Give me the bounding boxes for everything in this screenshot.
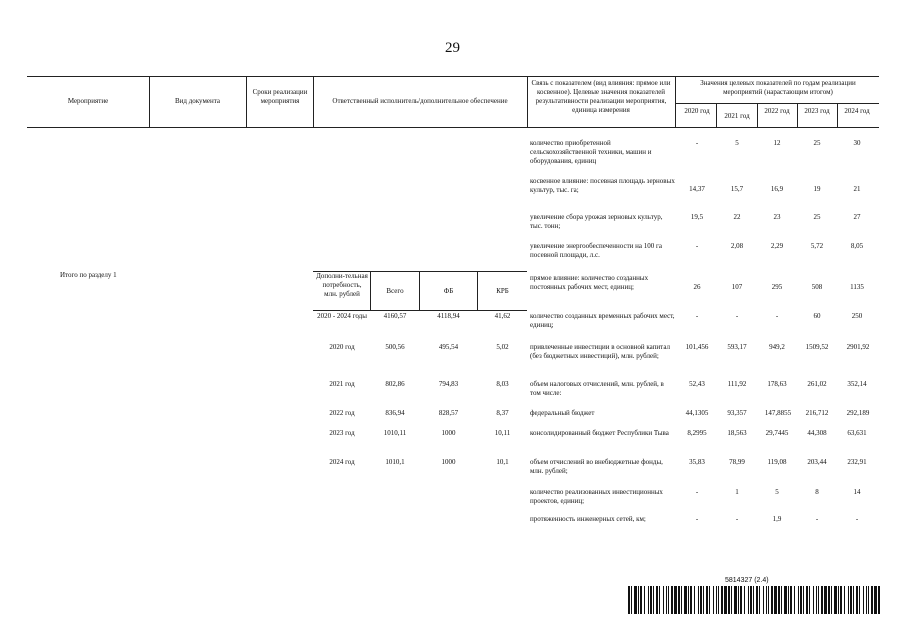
- indicator-value: -: [735, 515, 739, 523]
- header-col-divider: [797, 103, 798, 127]
- indicator-value: 60: [813, 312, 821, 320]
- indicator-value: 1: [735, 488, 739, 496]
- header-col-divider: [675, 76, 676, 127]
- header-col-divider: [757, 103, 758, 127]
- indicator-value: 8,2995: [687, 429, 707, 437]
- indicator-value: 119,08: [767, 458, 787, 466]
- indicator-value: 1135: [850, 283, 864, 291]
- indicator-value: 14,37: [689, 185, 705, 193]
- fin-krb: 5,02: [496, 343, 509, 351]
- header-year-2020: 2020 год: [684, 107, 710, 115]
- fin-total: 1010,11: [383, 429, 407, 437]
- indicator-value: 1509,52: [805, 343, 829, 351]
- indicator-text: количество реализованных инвестиционных проектов, единиц;: [530, 488, 663, 505]
- header-year-2022: 2022 год: [764, 107, 790, 115]
- indicator-value: -: [695, 515, 699, 523]
- indicator-value: 250: [851, 312, 863, 320]
- indicator-text: косвенное влияние: посевная площадь зерновых культур, тыс. га;: [530, 177, 675, 194]
- indicator-value: 2901,92: [846, 343, 870, 351]
- indicator-text: консолидированный бюджет Республики Тыва: [530, 429, 669, 437]
- fin-total: 1010,1: [385, 458, 405, 466]
- fin-total: 500,56: [385, 343, 405, 351]
- header-year-2021: 2021 год: [724, 112, 750, 120]
- indicator-value: 2,29: [770, 242, 784, 250]
- indicator-value: 30: [853, 139, 861, 147]
- indicator-text: увеличение энергообеспеченности на 100 га посевной площади, л.с.: [530, 242, 662, 259]
- indicator-value: 29,7445: [765, 429, 789, 437]
- fin-fb: 828,57: [438, 409, 459, 417]
- indicator-value: 111,92: [727, 380, 747, 388]
- indicator-value: 26: [693, 283, 701, 291]
- indicator-value: 18,563: [727, 429, 747, 437]
- barcode-icon: [628, 586, 881, 614]
- indicator-text: количество приобретенной сельскохозяйственной техники, машин и оборудования, единиц: [530, 139, 652, 165]
- header-col-divider: [837, 103, 838, 127]
- header-col-divider: [527, 76, 528, 127]
- indicator-value: 5: [775, 488, 779, 496]
- fin-total: 4160,57: [383, 312, 407, 320]
- header-bottom-border: [27, 127, 879, 128]
- fin-fb: 794,83: [438, 380, 459, 388]
- indicator-text: объем отчислений во внебюджетные фонды, млн. рублей;: [530, 458, 663, 475]
- indicator-value: -: [695, 242, 699, 250]
- indicator-value: 949,2: [769, 343, 785, 351]
- fin-krb: 8,03: [496, 380, 509, 388]
- indicator-value: 93,357: [727, 409, 747, 417]
- indicator-value: -: [735, 312, 739, 320]
- indicator-text: увеличение сбора урожая зерновых культур, тыс. тонн;: [530, 213, 663, 230]
- fin-header-need: Дополни-тельная потребность, млн. рублей: [316, 272, 368, 298]
- indicator-text: прямое влияние: количество созданных постоянных рабочих мест, единиц;: [530, 274, 649, 291]
- indicator-value: 44,1305: [685, 409, 709, 417]
- header-year-2023: 2023 год: [804, 107, 830, 115]
- indicator-value: 63,631: [847, 429, 867, 437]
- section-total-label: Итого по разделу 1: [60, 271, 117, 279]
- indicator-value: 101,456: [685, 343, 709, 351]
- fin-period: 2020 год: [329, 343, 355, 351]
- indicator-value: 19,5: [690, 213, 704, 221]
- header-responsible: Ответственный исполнитель/дополнительное обеспечение: [332, 97, 508, 105]
- indicator-value: 5: [735, 139, 739, 147]
- fin-period: 2023 год: [329, 429, 355, 437]
- indicator-value: 19: [813, 185, 821, 193]
- indicator-value: 295: [771, 283, 783, 291]
- fin-period: 2020 - 2024 годы: [317, 312, 367, 320]
- indicator-value: 27: [853, 213, 861, 221]
- indicator-value: 21: [853, 185, 861, 193]
- indicator-value: -: [855, 515, 859, 523]
- indicator-value: -: [695, 488, 699, 496]
- fin-header-krb: КРБ: [496, 287, 509, 295]
- indicator-value: -: [695, 139, 699, 147]
- fin-total: 836,94: [385, 409, 405, 417]
- fin-krb: 10,1: [496, 458, 509, 466]
- fin-krb: 41,62: [494, 312, 511, 320]
- indicator-value: 232,91: [847, 458, 867, 466]
- indicator-value: 35,83: [689, 458, 705, 466]
- header-doc-type: Вид документа: [174, 97, 221, 105]
- header-target-values: Значения целевых показателей по годам реализации мероприятий (нарастающим итогом): [700, 79, 856, 96]
- indicator-value: 14: [853, 488, 861, 496]
- indicator-value: 508: [811, 283, 823, 291]
- page-number: 29: [445, 40, 460, 56]
- fin-header-total: Всего: [386, 287, 404, 295]
- header-year-2024: 2024 год: [844, 107, 870, 115]
- fin-period: 2024 год: [329, 458, 355, 466]
- indicator-value: 23: [773, 213, 781, 221]
- fin-fb: 1000: [441, 429, 456, 437]
- fin-header-fb: ФБ: [443, 287, 454, 295]
- indicator-value: 178,63: [767, 380, 787, 388]
- fin-period: 2021 год: [329, 380, 355, 388]
- fin-krb: 8,37: [496, 409, 509, 417]
- indicator-value: 216,712: [805, 409, 829, 417]
- indicator-value: 25: [813, 139, 821, 147]
- indicator-value: -: [775, 312, 779, 320]
- indicator-value: 12: [773, 139, 781, 147]
- indicator-value: 2,08: [730, 242, 744, 250]
- fin-krb: 10,11: [494, 429, 511, 437]
- indicator-value: -: [815, 515, 819, 523]
- barcode-number: 5814327 (2.4): [725, 577, 769, 584]
- indicator-value: 593,17: [727, 343, 747, 351]
- indicator-value: 1,9: [772, 515, 782, 523]
- indicator-text: федеральный бюджет: [530, 409, 595, 417]
- indicator-value: 261,02: [807, 380, 827, 388]
- indicator-value: 147,8855: [764, 409, 792, 417]
- indicator-text: протяженность инженерных сетей, км;: [530, 515, 646, 523]
- indicator-value: 25: [813, 213, 821, 221]
- fin-total: 802,86: [385, 380, 405, 388]
- fin-fb: 495,54: [438, 343, 459, 351]
- indicator-value: 107: [731, 283, 743, 291]
- indicator-value: 52,43: [689, 380, 705, 388]
- indicator-value: 78,99: [729, 458, 745, 466]
- header-col-divider: [246, 76, 247, 127]
- fin-table-header-bottom: [313, 310, 527, 311]
- indicator-text: количество созданных временных рабочих мест, единиц;: [530, 312, 675, 329]
- indicator-value: -: [695, 312, 699, 320]
- indicator-value: 15,7: [730, 185, 744, 193]
- indicator-value: 8,05: [850, 242, 864, 250]
- indicator-value: 8: [815, 488, 819, 496]
- indicator-value: 292,189: [846, 409, 870, 417]
- indicator-value: 16,9: [770, 185, 784, 193]
- header-terms: Сроки реализации мероприятия: [252, 88, 308, 105]
- indicator-value: 203,44: [807, 458, 827, 466]
- table-top-border: [27, 76, 879, 77]
- header-indicator-link: Связь с показателем (вид влияния: прямое или косвенное). Целевые значения показателей результативности реализации мероприятия, единица измерения: [531, 79, 671, 114]
- indicator-text: объем налоговых отчислений, млн. рублей, в том числе:: [530, 380, 664, 397]
- fin-period: 2022 год: [329, 409, 355, 417]
- fin-fb: 4118,94: [437, 312, 460, 320]
- years-divider: [675, 103, 879, 104]
- indicator-text: привлеченные инвестиции в основной капитал (без бюджетных инвестиций), млн. рублей;: [530, 343, 670, 360]
- fin-fb: 1000: [441, 458, 456, 466]
- indicator-value: 352,14: [847, 380, 867, 388]
- indicator-value: 5,72: [810, 242, 824, 250]
- indicator-value: 22: [733, 213, 741, 221]
- indicator-value: 44,308: [807, 429, 827, 437]
- header-measure: Мероприятие: [67, 97, 109, 105]
